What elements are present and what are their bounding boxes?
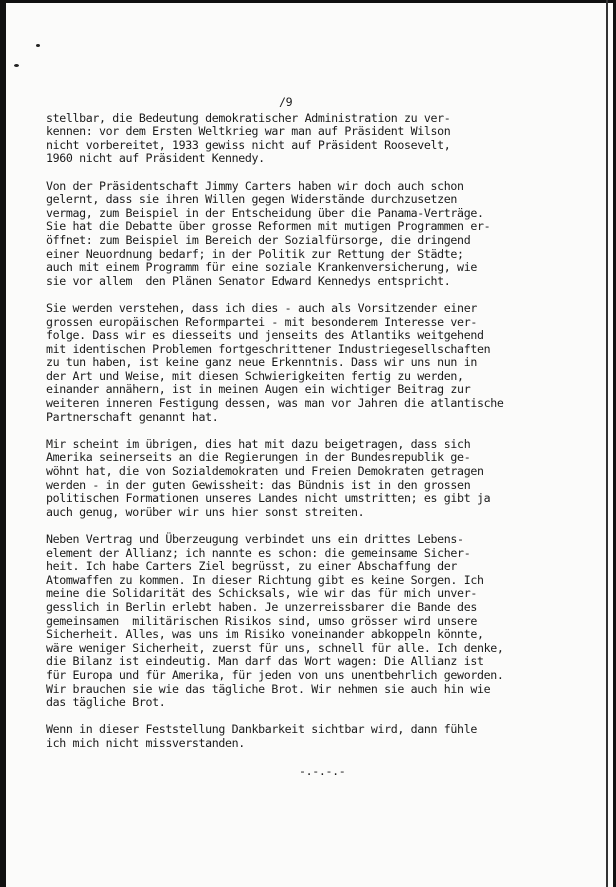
text-line: Mir scheint im übrigen, dies hat mit dazu beigetragen, dass sich <box>46 436 471 451</box>
text-line: Wir brauchen sie wie das tägliche Brot. Wir nehmen sie auch hin wie <box>46 681 491 696</box>
text-line: auch genug, worüber wir uns hier sonst streiten. <box>46 504 365 519</box>
text-line: für Europa und für Amerika, für jeden von uns unentbehrlich geworden. <box>46 667 504 682</box>
text-line: sie vor allem den Plänen Senator Edward Kennedys entspricht. <box>46 273 451 288</box>
text-line: Sie werden verstehen, dass ich dies - auch als Vorsitzender einer <box>46 300 477 315</box>
text-line: Partnerschaft genannt hat. <box>46 409 219 424</box>
text-line: Sie hat die Debatte über grosse Reformen mit mutigen Programmen er- <box>46 219 491 234</box>
text-line: Wenn in dieser Feststellung Dankbarkeit sichtbar wird, dann fühle <box>46 722 477 737</box>
text-line: mit identischen Problemen fortgeschrittener Industriegesellschaften <box>46 341 491 356</box>
text-line: 1960 nicht auf Präsident Kennedy. <box>46 151 265 166</box>
text-line: ich mich nicht missverstanden. <box>46 735 245 750</box>
text-line: stellbar, die Bedeutung demokratischer Administration zu ver- <box>46 110 451 125</box>
text-line: einer Neuordnung bedarf; in der Politik zur Rettung der Städte; <box>46 246 464 261</box>
paragraph <box>46 302 606 424</box>
text-line: gelernt, dass sie ihren Willen gegen Widerstände durchzusetzen <box>46 192 458 207</box>
paragraph <box>46 723 606 750</box>
text-line: werden - in der guten Gewissheit: das Bündnis ist in den grossen <box>46 477 471 492</box>
paragraph <box>46 180 606 289</box>
end-mark: -.-.-.- <box>299 763 346 778</box>
text-line: öffnet: zum Beispiel im Bereich der Sozialfürsorge, die dringend <box>46 232 471 247</box>
scan-edge <box>606 0 608 887</box>
text-line: Sicherheit. Alles, was uns im Risiko voneinander abkoppeln könnte, <box>46 627 484 642</box>
text-line: nicht vorbereitet, 1933 gewiss nicht auf Präsident Roosevelt, <box>46 137 451 152</box>
text-line: Atomwaffen zu kommen. In dieser Richtung gibt es keine Sorgen. Ich <box>46 572 484 587</box>
text-line: element der Allianz; ich nannte es schon: die gemeinsame Sicher- <box>46 545 471 560</box>
document-page <box>46 96 606 778</box>
text-line: Amerika seinerseits an die Regierungen in der Bundesrepublik ge- <box>46 450 471 465</box>
text-line: heit. Ich habe Carters Ziel begrüsst, zu einer Abschaffung der <box>46 559 458 574</box>
paragraph <box>46 112 606 166</box>
text-line: einander annähern, ist in meinen Augen ein wichtiger Beitrag zur <box>46 382 471 397</box>
text-line: kennen: vor dem Ersten Weltkrieg war man auf Präsident Wilson <box>46 124 451 139</box>
text-line: wöhnt hat, die von Sozialdemokraten und Freien Demokraten getragen <box>46 464 484 479</box>
text-line: das tägliche Brot. <box>46 695 166 710</box>
text-line: Neben Vertrag und Überzeugung verbindet uns ein drittes Lebens- <box>46 532 464 546</box>
text-line: vermag, zum Beispiel in der Entscheidung über die Panama-Verträge. <box>46 205 484 220</box>
text-line: grossen europäischen Reformpartei - mit besonderem Interesse ver- <box>46 314 477 329</box>
text-line: politischen Formationen unseres Landes nicht umstritten; es gibt ja <box>46 491 491 506</box>
text-line: die Bilanz ist eindeutig. Man darf das Wort wagen: Die Allianz ist <box>46 654 484 669</box>
text-line: auch mit einem Programm für eine soziale Krankenversicherung, wie <box>46 260 477 275</box>
paragraph <box>46 533 606 710</box>
page-number: /9 <box>279 95 293 109</box>
text-line: Von der Präsidentschaft Jimmy Carters haben wir doch auch schon <box>46 178 464 193</box>
text-line: weiteren inneren Festigung dessen, was man vor Jahren die atlantische <box>46 396 504 411</box>
text-line: der Art und Weise, mit diesen Schwierigkeiten fertig zu werden, <box>46 368 464 383</box>
text-line: gemeinsamen militärischen Risikos sind, umso grösser wird unsere <box>46 613 477 628</box>
document-body <box>46 112 606 751</box>
text-line: wäre weniger Sicherheit, zuerst für uns, schnell für alle. Ich denke, <box>46 640 504 655</box>
scan-speck <box>36 44 40 47</box>
text-line: folge. Dass wir es diesseits und jenseits des Atlantiks weitgehend <box>46 328 484 343</box>
scan-speck <box>14 64 19 67</box>
text-line: meine die Solidarität des Schicksals, wie wir das für mich unver- <box>46 586 477 601</box>
text-line: gesslich in Berlin erlebt haben. Je unzerreissbarer die Bande des <box>46 599 477 614</box>
text-line: zu tun haben, ist keine ganz neue Erkenntnis. Dass wir uns nun in <box>46 355 477 370</box>
paragraph <box>46 438 606 520</box>
